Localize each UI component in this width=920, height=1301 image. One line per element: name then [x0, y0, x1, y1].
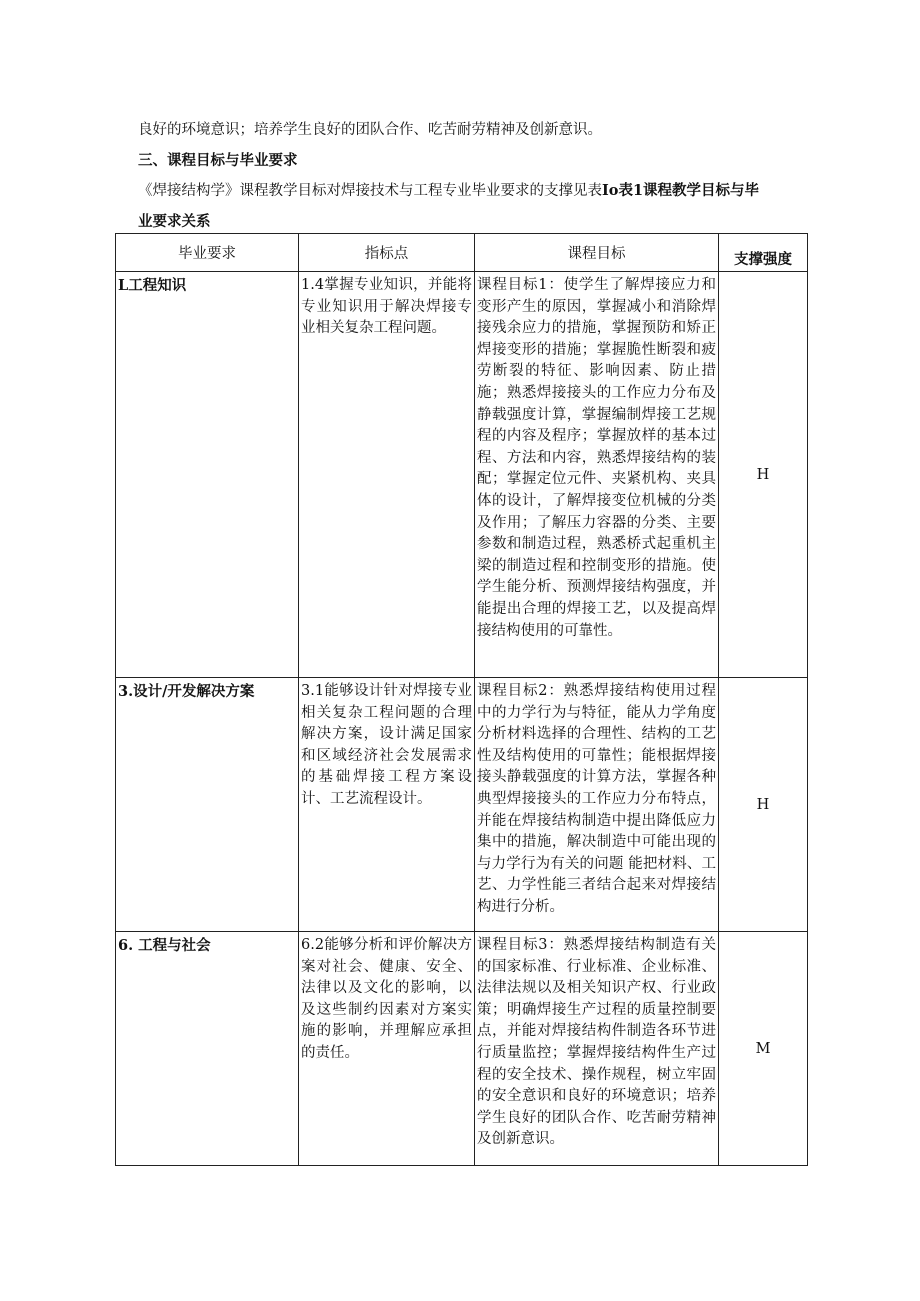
- table-row: [116, 932, 808, 1166]
- header-strength-label: 支撑强度: [734, 251, 792, 268]
- intro-paragraph-text: 《焊接结构学》课程教学目标对焊接技术与工程专业毕业要求的支撑见表: [138, 183, 602, 199]
- requirement-cell: L工程知识: [116, 272, 299, 678]
- header-requirement: 毕业要求: [116, 234, 299, 272]
- table-row: [116, 678, 808, 932]
- strength-cell: M: [719, 932, 808, 1166]
- requirements-table: [115, 233, 808, 1166]
- intro-paragraph: [138, 181, 759, 201]
- header-strength: [719, 234, 808, 272]
- requirement-cell: 3.设计/开发解决方案: [116, 678, 299, 932]
- goal-cell: 课程目标3：熟悉焊接结构制造有关的国家标准、行业标准、企业标准、法律法规以及相关知识产权、行业政策；明确焊接生产过程的质量控制要点，并能对焊接结构件制造各环节进行质量监控；掌握焊接结构件生产过程的安全技术、操作规程，树立牢固的安全意识和良好的环境意识；培养学生良好的团队合作、吃苦耐劳精神及创新意识。: [475, 932, 719, 1166]
- goal-cell: 课程目标2：熟悉焊接结构使用过程中的力学行为与特征，能从力学角度分析材料选择的合理性、结构的工艺性及结构使用的可靠性；能根据焊接接头静载强度的计算方法，掌握各种典型焊接接头的工作应力分布特点，并能在焊接结构制造中提出降低应力集中的措施，解决制造中可能出现的与力学行为有关的问题 能把材料、工艺、力学性能三者结合起来对焊接结构进行分析。: [475, 678, 719, 932]
- strength-cell: H: [719, 272, 808, 678]
- header-indicator: 指标点: [299, 234, 475, 272]
- goal-cell: 课程目标1：使学生了解焊接应力和变形产生的原因，掌握减小和消除焊接残余应力的措施，掌握预防和矫正焊接变形的措施；掌握脆性断裂和疲劳断裂的特征、影响因素、防止措施；熟悉焊接接头的工作应力分布及静载强度计算，掌握编制焊接工艺规程的内容及程序；掌握放样的基本过程、方法和内容，熟悉焊接结构的装配；掌握定位元件、夹紧机构、夹具体的设计，了解焊接变位机械的分类及作用；了解压力容器的分类、主要参数和制造过程，熟悉桥式起重机主梁的制造过程和控制变形的措施。使学生能分析、预测焊接结构强度，并能提出合理的焊接工艺，以及提高焊接结构使用的可靠性。: [475, 272, 719, 678]
- indicator-cell: 1.4掌握专业知识，并能将专业知识用于解决焊接专业相关复杂工程问题。: [299, 272, 475, 678]
- table-header-row: [116, 234, 808, 272]
- table-row: [116, 272, 808, 678]
- section-heading: 三、课程目标与毕业要求: [138, 152, 298, 169]
- table-reference: Io表1课程教学目标与毕: [602, 182, 760, 199]
- table-caption-tail: 业要求关系: [138, 213, 211, 230]
- requirement-cell: 6. 工程与社会: [116, 932, 299, 1166]
- header-goal: 课程目标: [475, 234, 719, 272]
- indicator-cell: 3.1能够设计针对焊接专业相关复杂工程问题的合理解决方案，设计满足国家和区域经济社会发展需求的基础焊接工程方案设计、工艺流程设计。: [299, 678, 475, 932]
- indicator-cell: 6.2能够分析和评价解决方案对社会、健康、安全、法律以及文化的影响，以及这些制约因素对方案实施的影响，并理解应承担的责任。: [299, 932, 475, 1166]
- strength-cell: H: [719, 678, 808, 932]
- intro-line: 良好的环境意识；培养学生良好的团队合作、吃苦耐劳精神及创新意识。: [138, 122, 602, 138]
